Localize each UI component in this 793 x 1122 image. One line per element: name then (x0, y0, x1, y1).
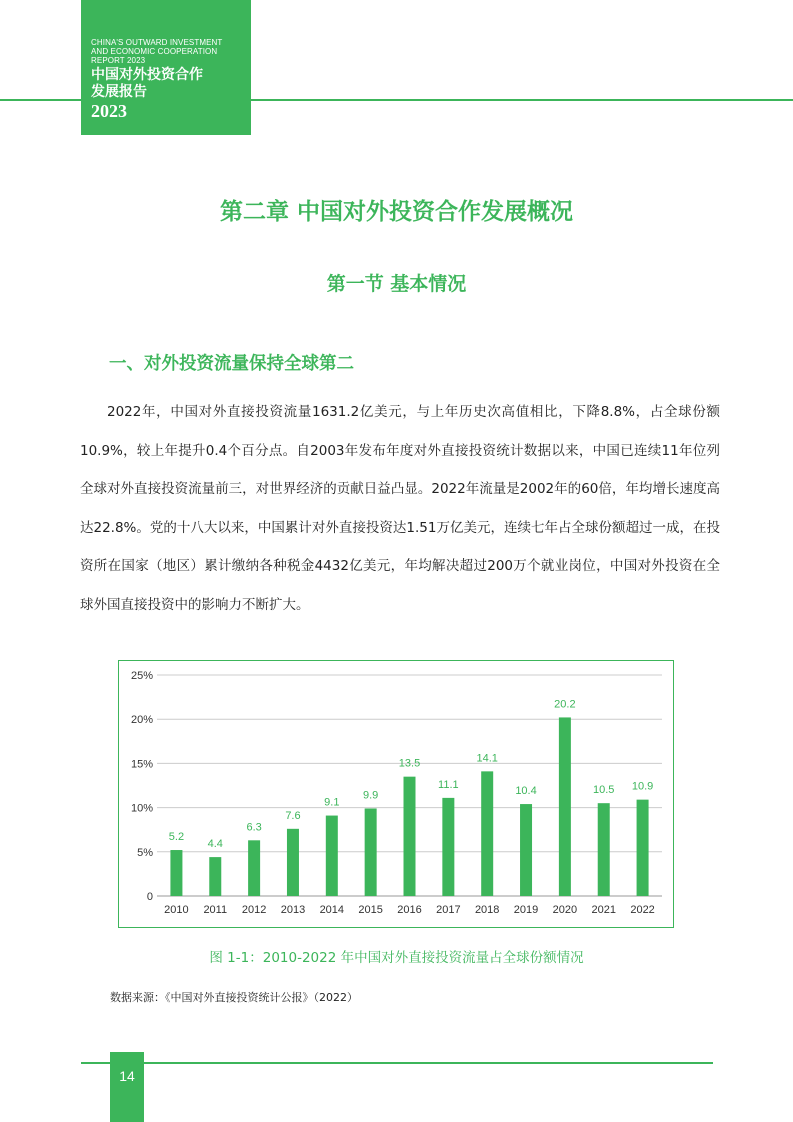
y-tick-label: 0 (146, 891, 153, 903)
bar-chart (119, 661, 672, 926)
chapter-title: 第二章 中国对外投资合作发展概况 (219, 199, 573, 225)
x-tick-label: 2022 (630, 904, 655, 916)
data-label: 7.6 (285, 809, 301, 822)
data-label: 10.9 (631, 780, 654, 793)
bar (287, 829, 299, 896)
x-tick-label: 2020 (552, 904, 578, 916)
x-tick-label: 2018 (474, 904, 500, 916)
y-tick-label: 20% (130, 714, 153, 727)
bar (404, 777, 416, 896)
data-label: 9.1 (324, 796, 340, 809)
bar (559, 717, 571, 896)
bar (170, 850, 182, 896)
y-tick-label: 5% (137, 846, 153, 859)
bar (481, 771, 493, 896)
x-tick-label: 2011 (203, 904, 228, 916)
x-tick-label: 2010 (164, 904, 189, 916)
footer-rule (81, 1062, 713, 1064)
data-label: 13.5 (398, 757, 421, 770)
chart-frame (118, 660, 674, 928)
figure-caption: 图 1-1：2010-2022 年中国对外直接投资流量占全球份额情况 (209, 950, 584, 966)
x-tick-label: 2014 (319, 904, 345, 916)
y-tick-label: 15% (130, 758, 153, 771)
bar (248, 840, 260, 896)
data-label: 20.2 (554, 698, 576, 711)
data-label: 5.2 (168, 831, 185, 844)
data-label: 10.5 (593, 784, 615, 797)
data-label: 6.3 (246, 821, 262, 834)
x-tick-label: 2012 (241, 904, 267, 916)
data-label: 10.4 (515, 785, 537, 798)
header-year: 2023 (91, 101, 127, 121)
x-tick-label: 2015 (358, 904, 383, 916)
data-label: 9.9 (363, 789, 379, 802)
data-label: 11.1 (438, 778, 459, 791)
x-tick-label: 2013 (280, 904, 306, 916)
x-tick-label: 2016 (397, 904, 422, 916)
x-tick-label: 2021 (591, 904, 616, 916)
bar (598, 803, 610, 896)
page-number-tab (110, 1052, 144, 1122)
x-tick-label: 2017 (436, 904, 461, 916)
sub-heading: 一、对外投资流量保持全球第二 (109, 354, 354, 374)
bar (637, 800, 649, 896)
bar (365, 808, 377, 896)
y-tick-label: 10% (130, 802, 153, 815)
data-label: 4.4 (207, 838, 223, 851)
bar (326, 816, 338, 896)
page-number: 14 (119, 1068, 135, 1084)
x-tick-label: 2019 (513, 904, 539, 916)
header-english-title: CHINA'S OUTWARD INVESTMENT AND ECONOMIC COOPERATION REPORT 2023 (91, 38, 223, 65)
bar (442, 798, 454, 896)
header-chinese-title: 中国对外投资合作 发展报告 (91, 67, 203, 100)
report-header-badge (81, 0, 251, 135)
source-note: 数据来源：《中国对外直接投资统计公报》（2022） (110, 991, 358, 1004)
section-title: 第一节 基本情况 (326, 273, 467, 295)
y-tick-label: 25% (130, 670, 153, 682)
data-label: 14.1 (476, 752, 498, 765)
bar (209, 857, 221, 896)
bar (520, 804, 532, 896)
body-paragraph: 2022年，中国对外直接投资流量1631.2亿美元，与上年历史次高值相比，下降8.8%，占全球份额10.9%，较上年提升0.4个百分点。自2003年发布年度对外直接投资统计数据以来，中国已连续11年位列全球对外直接投资流量前三，对世界经济的贡献日益凸显。2022年流量是2002年的60倍，年均增长速度高达22.8%。党的十八大以来，中国累计对外直接投资达1.51万亿美元，连续七年占全球份额超过一成，在投资所在国家（地区）累计缴纳各种税金4432亿美元，年均解决超过200万个就业岗位，中国对外投资在全球外国直接投资中的影响力不断扩大。 (80, 404, 720, 613)
